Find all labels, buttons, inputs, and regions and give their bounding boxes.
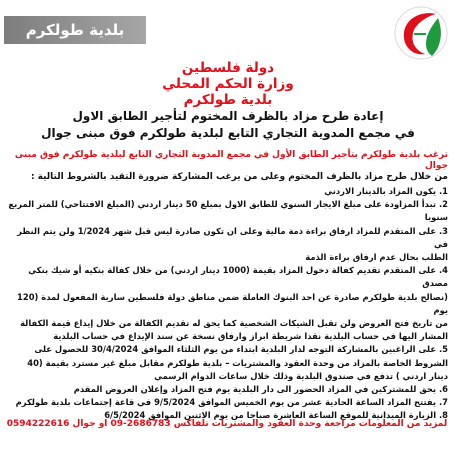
condition-line: المشار اليها في حساب البلدية نقدا شريطة ابراز وارفاق نسخة عن سند الإيداع في حساب البلدية xyxy=(53,331,448,342)
contact-text: لمزيد من المعلومات مراجعة وحدة العقود والمشتريات تلفاكس 2686783-09 او جوال 0594222616 xyxy=(6,419,448,429)
intro-paragraph xyxy=(8,150,448,183)
condition-line: 7. يفتتح المزاد الساعة الحادية عشر من يوم الخميس الموافق 9/5/2024 في قاعة إجتماعات بلدية طولكرم xyxy=(15,397,448,408)
condition-line: 4. على المتقدم تقديم كفالة دخول المزاد بقيمة (1000 دينار اردني) من خلال كفالة بنكيه أو شيك بنكي مصدق xyxy=(28,265,448,289)
condition-line: 5. على الراغبين بالمشاركة التوجه لدار البلدية ابتداء من يوم الثلثاء الموافق 30/4/2024 للحصول على xyxy=(34,344,448,355)
condition-line: دينار اردني ) تدفع في صندوق البلدية وذلك خلال ساعات الدوام الرسمي xyxy=(154,370,448,381)
intro-red-line: ترغب بلدية طولكرم بتأجير الطابق الأول في مجمع المدوية التجاري التابع لبلدية طولكرم فوق مبنى جوال xyxy=(14,150,448,171)
intro-conditions-line: من خلال طرح مزاد بالظرف المختوم وعلى من يرغب المشاركة ضرورة التقيد بالشروط التالية : xyxy=(30,172,448,182)
municipality-banner xyxy=(4,16,146,44)
announcement-headings xyxy=(0,60,456,142)
heading-ministry: وزارة الحكم المحلي xyxy=(162,76,294,92)
condition-line: 1. يكون المزاد بالدينار الاردني xyxy=(324,186,448,196)
condition-line: 2. تبدأ المزاودة على مبلغ الايجار السنوي للطابق الاول بمبلغ 50 دينار اردني (المبلغ الافتتاحي) للمتر المربع سنويا xyxy=(8,199,448,223)
condition-line: الطلب بحال عدم ارفاق براءة الذمة xyxy=(305,252,448,263)
heading-state: دولة فلسطين xyxy=(181,60,275,76)
heading-auction-title: إعادة طرح مزاد بالظرف المختوم لتأجير الطابق الاول xyxy=(72,109,384,123)
condition-line: 8. الزيارة الميدانية للموقع الساعة العاشرة صباحا من يوم الاثنين الموافق 6/5/2024 xyxy=(104,410,448,421)
condition-line: (نصالح بلدية طولكرم صادرة عن احد البنوك العاملة ضمن مناطق دولة فلسطين سارية المفعول لمدة (120 يوم xyxy=(17,291,448,315)
condition-line: 3. على المتقدم للمزاد ارفاق براءة ذمة مالية وعلى ان تكون صادرة ليس قبل شهر 1/2024 ولن يتم النظر في xyxy=(17,225,448,249)
conditions-list xyxy=(6,185,448,423)
condition-line: 6. يحق للمشتركين في المزاد الحضور الى دار البلدية يوم فتح المزاد وإعلان العروض المقدم xyxy=(73,384,448,395)
heading-auction-location: في مجمع المدوية التجاري التابع لبلدية طولكرم فوق مبنى جوال xyxy=(41,126,415,140)
banner-text: بلدية طولكرم xyxy=(25,21,125,39)
condition-line: الشروط الخاصة بالمزاد من وحدة العقود والمشتريات – بلدية طولكرم مقابل مبلغ غير مسترد بقيمة (40 xyxy=(27,357,448,368)
municipality-emblem-icon xyxy=(392,4,450,62)
condition-line: من تاريخ فتح العروض ولن تقبل الشيكات الشخصية كما يحق له تقديم الكفالة من خلال إيداع قيمة الكفالة xyxy=(20,318,448,329)
contact-footer xyxy=(6,418,448,431)
heading-municipality: بلدية طولكرم xyxy=(183,92,273,108)
